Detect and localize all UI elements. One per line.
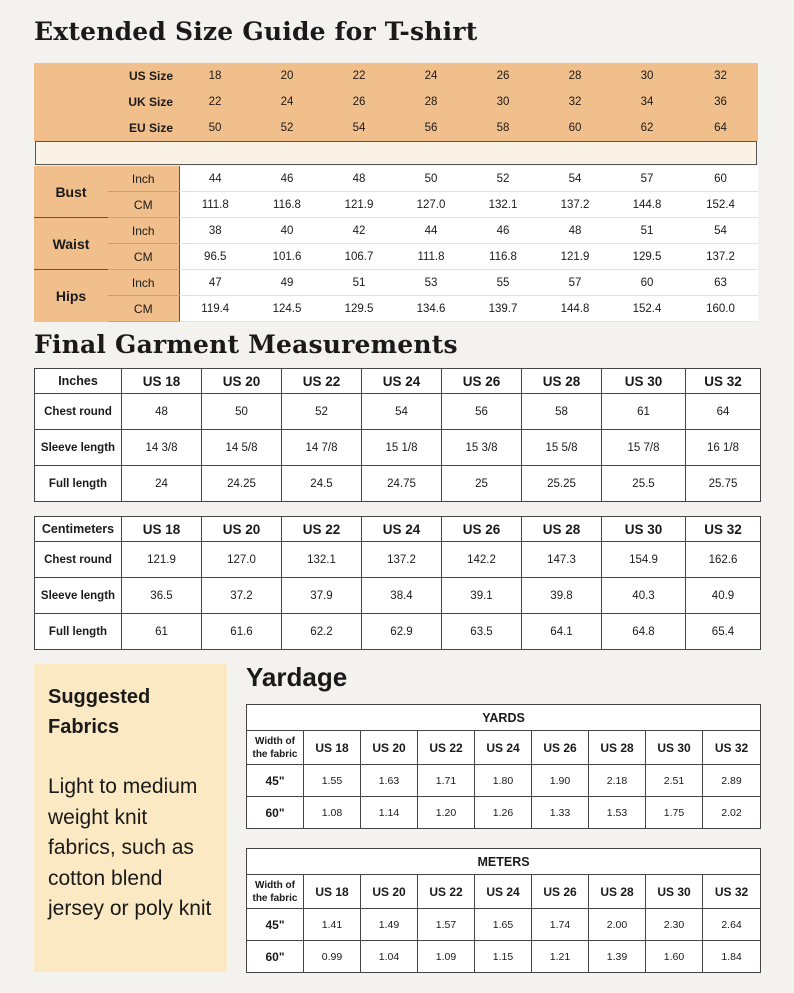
garment-size-header: US 18	[122, 517, 202, 542]
fabric-width: 60"	[247, 941, 304, 973]
yardage-value: 1.84	[703, 941, 761, 973]
yardage-value: 1.39	[589, 941, 646, 973]
garment-size-header: US 18	[122, 369, 202, 394]
measurement-value: 57	[611, 166, 683, 192]
garment-header-row	[35, 517, 761, 542]
size-value: 32	[714, 70, 727, 82]
garment-row-label: Chest round	[35, 542, 122, 578]
measurement-value: 101.6	[251, 244, 323, 270]
yardage-size-header: US 20	[361, 731, 418, 765]
yardage-caption-row	[247, 705, 761, 731]
measurement-name: Hips	[34, 270, 108, 322]
measurement-value: 129.5	[323, 296, 395, 322]
garment-size-header: US 24	[362, 369, 442, 394]
garment-size-header: US 20	[202, 517, 282, 542]
measurement-row	[34, 218, 758, 244]
garment-value: 62.9	[362, 614, 442, 650]
size-value: 54	[352, 122, 366, 134]
measurement-value: 137.2	[539, 192, 611, 218]
yardage-value: 1.04	[361, 941, 418, 973]
yardage-size-header: US 28	[589, 731, 646, 765]
measurement-value: 42	[323, 218, 395, 244]
size-value: 52	[280, 122, 294, 134]
garment-row-label: Sleeve length	[35, 578, 122, 614]
yardage-value: 1.71	[418, 765, 475, 797]
measurement-value: 116.8	[467, 244, 539, 270]
size-value: 56	[424, 122, 438, 134]
yardage-row	[247, 941, 761, 973]
garment-value: 24.5	[282, 466, 362, 502]
size-value: 26	[496, 70, 510, 82]
measurement-value: 53	[395, 270, 467, 296]
measurement-value: 127.0	[395, 192, 467, 218]
garment-value: 24	[122, 466, 202, 502]
garment-value: 127.0	[202, 542, 282, 578]
yardage-value: 1.53	[589, 797, 646, 829]
garment-value: 162.6	[686, 542, 761, 578]
garment-value: 64.8	[602, 614, 686, 650]
yardage-size-header: US 20	[361, 875, 418, 909]
measurement-value: 121.9	[323, 192, 395, 218]
fabric-width: 60"	[247, 797, 304, 829]
garment-value: 15 5/8	[522, 430, 602, 466]
measurement-value: 144.8	[539, 296, 611, 322]
measurement-value: 55	[467, 270, 539, 296]
yardage-value: 1.75	[646, 797, 703, 829]
measurement-value: 54	[683, 218, 758, 244]
garment-value: 61	[122, 614, 202, 650]
garment-header-row	[35, 369, 761, 394]
size-system-row	[34, 115, 758, 141]
yardage-header-row	[247, 731, 761, 765]
garment-value: 15 7/8	[602, 430, 686, 466]
page-title: Extended Size Guide for T-shirt	[34, 17, 478, 46]
garment-size-header: US 28	[522, 517, 602, 542]
garment-value: 61	[602, 394, 686, 430]
yardage-size-header: US 30	[646, 731, 703, 765]
garment-value: 52	[282, 394, 362, 430]
size-value: 24	[424, 70, 438, 82]
yardage-value: 1.63	[361, 765, 418, 797]
garment-value: 40.9	[686, 578, 761, 614]
garment-value: 25	[442, 466, 522, 502]
measurement-value: 46	[467, 218, 539, 244]
yardage-value: 1.26	[475, 797, 532, 829]
yardage-size-header: US 24	[475, 875, 532, 909]
garment-row	[35, 394, 761, 430]
measurement-value: 63	[683, 270, 758, 296]
garment-value: 62.2	[282, 614, 362, 650]
yardage-value: 2.00	[589, 909, 646, 941]
yardage-size-header: US 22	[418, 731, 475, 765]
garment-size-header: US 24	[362, 517, 442, 542]
measurement-value: 111.8	[395, 244, 467, 270]
garment-size-header: US 26	[442, 369, 522, 394]
measurement-value: 132.1	[467, 192, 539, 218]
garment-value: 15 3/8	[442, 430, 522, 466]
garment-row	[35, 578, 761, 614]
garment-inches-table	[34, 368, 761, 502]
measurement-value: 47	[179, 270, 251, 296]
size-value: 26	[352, 96, 366, 108]
measurement-value: 44	[395, 218, 467, 244]
size-system-row	[34, 63, 758, 89]
measurement-value: 152.4	[683, 192, 758, 218]
garment-row	[35, 430, 761, 466]
measurement-unit: Inch	[108, 270, 179, 296]
measurement-value: 52	[467, 166, 539, 192]
measurement-value: 144.8	[611, 192, 683, 218]
measurement-value: 48	[323, 166, 395, 192]
measurement-value: 38	[179, 218, 251, 244]
size-value: 64	[714, 122, 727, 134]
yardage-value: 1.09	[418, 941, 475, 973]
measurement-row	[34, 296, 758, 322]
yardage-row	[247, 797, 761, 829]
yardage-title: Yardage	[246, 662, 348, 692]
garment-size-header: US 20	[202, 369, 282, 394]
measurement-value: 124.5	[251, 296, 323, 322]
garment-value: 14 7/8	[282, 430, 362, 466]
measurement-name: Waist	[34, 218, 108, 270]
size-systems-table	[34, 63, 758, 141]
garment-size-header: US 22	[282, 369, 362, 394]
measurement-value: 96.5	[179, 244, 251, 270]
size-value: 34	[640, 96, 654, 108]
measurement-unit: CM	[108, 296, 179, 322]
garment-value: 121.9	[122, 542, 202, 578]
garment-section-title: Final Garment Measurements	[34, 330, 458, 359]
garment-size-header: US 30	[602, 369, 686, 394]
garment-value: 24.25	[202, 466, 282, 502]
yardage-size-header: US 18	[304, 731, 361, 765]
size-system-label: UK Size	[128, 95, 173, 109]
garment-size-header: US 22	[282, 517, 362, 542]
garment-value: 132.1	[282, 542, 362, 578]
size-value: 22	[352, 70, 366, 82]
size-value: 24	[280, 96, 294, 108]
size-value: 28	[424, 96, 438, 108]
measurement-unit: CM	[108, 192, 179, 218]
garment-value: 39.1	[442, 578, 522, 614]
yardage-row	[247, 765, 761, 797]
yardage-value: 1.20	[418, 797, 475, 829]
measurement-value: 40	[251, 218, 323, 244]
measurement-value: 119.4	[179, 296, 251, 322]
measurement-value: 152.4	[611, 296, 683, 322]
garment-value: 16 1/8	[686, 430, 761, 466]
garment-row-label: Chest round	[35, 394, 122, 430]
size-value: 60	[568, 122, 582, 134]
measurement-name: Bust	[34, 166, 108, 218]
yardage-value: 2.30	[646, 909, 703, 941]
yardage-value: 1.33	[532, 797, 589, 829]
garment-value: 36.5	[122, 578, 202, 614]
garment-row	[35, 466, 761, 502]
garment-value: 38.4	[362, 578, 442, 614]
garment-value: 56	[442, 394, 522, 430]
yardage-size-header: US 24	[475, 731, 532, 765]
garment-value: 14 3/8	[122, 430, 202, 466]
garment-row-label: Full length	[35, 614, 122, 650]
garment-value: 37.9	[282, 578, 362, 614]
yardage-value: 1.60	[646, 941, 703, 973]
yardage-value: 1.08	[304, 797, 361, 829]
garment-size-header: US 28	[522, 369, 602, 394]
size-value: 32	[568, 96, 582, 108]
yardage-value: 0.99	[304, 941, 361, 973]
garment-value: 154.9	[602, 542, 686, 578]
garment-row	[35, 542, 761, 578]
fabric-width: 45"	[247, 909, 304, 941]
garment-size-header: US 26	[442, 517, 522, 542]
fabrics-text: Light to medium weight knit fabrics, such as cotton blend jersey or poly knit	[48, 775, 212, 920]
yardage-meters-table	[246, 848, 761, 973]
yardage-caption: METERS	[247, 849, 761, 875]
measurement-unit: Inch	[108, 166, 179, 192]
measurement-value: 116.8	[251, 192, 323, 218]
fabric-width-label: Width of the fabric	[247, 731, 304, 765]
size-system-row	[34, 89, 758, 115]
measurement-row	[34, 192, 758, 218]
size-value: 20	[280, 70, 294, 82]
measurement-value: 60	[683, 166, 758, 192]
size-value: 28	[568, 70, 582, 82]
yardage-value: 2.02	[703, 797, 761, 829]
garment-value: 61.6	[202, 614, 282, 650]
garment-value: 25.25	[522, 466, 602, 502]
fabric-width: 45"	[247, 765, 304, 797]
measurement-value: 160.0	[683, 296, 758, 322]
measurement-value: 121.9	[539, 244, 611, 270]
yardage-value: 1.49	[361, 909, 418, 941]
garment-value: 25.5	[602, 466, 686, 502]
garment-value: 64.1	[522, 614, 602, 650]
garment-value: 54	[362, 394, 442, 430]
yardage-size-header: US 30	[646, 875, 703, 909]
yardage-size-header: US 22	[418, 875, 475, 909]
measurement-value: 134.6	[395, 296, 467, 322]
suggested-fabrics-panel	[34, 664, 227, 972]
garment-unit-label: Inches	[35, 369, 122, 394]
garment-value: 142.2	[442, 542, 522, 578]
measurement-value: 49	[251, 270, 323, 296]
measurement-value: 57	[539, 270, 611, 296]
size-value: 30	[640, 70, 654, 82]
yardage-yards-table	[246, 704, 761, 829]
measurement-value: 137.2	[683, 244, 758, 270]
garment-size-header: US 32	[686, 369, 761, 394]
measurement-value: 46	[251, 166, 323, 192]
measurement-row	[34, 166, 758, 192]
yardage-value: 1.57	[418, 909, 475, 941]
measurement-value: 60	[611, 270, 683, 296]
yardage-value: 1.90	[532, 765, 589, 797]
yardage-value: 1.14	[361, 797, 418, 829]
garment-value: 48	[122, 394, 202, 430]
yardage-value: 1.15	[475, 941, 532, 973]
size-value: 50	[208, 122, 222, 134]
body-measurements-table	[34, 166, 758, 322]
measurement-value: 44	[179, 166, 251, 192]
yardage-value: 2.89	[703, 765, 761, 797]
measurement-value: 48	[539, 218, 611, 244]
garment-value: 15 1/8	[362, 430, 442, 466]
garment-value: 24.75	[362, 466, 442, 502]
yardage-caption: YARDS	[247, 705, 761, 731]
yardage-size-header: US 26	[532, 875, 589, 909]
garment-row-label: Full length	[35, 466, 122, 502]
size-value: 22	[208, 96, 222, 108]
garment-value: 137.2	[362, 542, 442, 578]
yardage-value: 1.80	[475, 765, 532, 797]
garment-row	[35, 614, 761, 650]
yardage-size-header: US 26	[532, 731, 589, 765]
garment-value: 39.8	[522, 578, 602, 614]
measurement-value: 51	[323, 270, 395, 296]
measurement-value: 51	[611, 218, 683, 244]
yardage-value: 1.65	[475, 909, 532, 941]
garment-value: 14 5/8	[202, 430, 282, 466]
yardage-row	[247, 909, 761, 941]
measurement-unit: Inch	[108, 218, 179, 244]
garment-size-header: US 32	[686, 517, 761, 542]
garment-value: 64	[686, 394, 761, 430]
yardage-header-row	[247, 875, 761, 909]
measurement-value: 50	[395, 166, 467, 192]
size-system-label: EU Size	[128, 121, 173, 135]
yardage-value: 1.21	[532, 941, 589, 973]
garment-value: 37.2	[202, 578, 282, 614]
yardage-value: 1.55	[304, 765, 361, 797]
yardage-value: 1.41	[304, 909, 361, 941]
yardage-size-header: US 32	[703, 875, 761, 909]
yardage-value: 2.64	[703, 909, 761, 941]
measurement-row	[34, 270, 758, 296]
fabrics-title: Suggested Fabrics	[48, 686, 151, 738]
garment-unit-label: Centimeters	[35, 517, 122, 542]
garment-size-header: US 30	[602, 517, 686, 542]
garment-centimeters-table	[34, 516, 761, 650]
yardage-value: 1.74	[532, 909, 589, 941]
measurement-row	[34, 244, 758, 270]
size-value: 36	[714, 96, 727, 108]
garment-value: 25.75	[686, 466, 761, 502]
fabric-width-label: Width of the fabric	[247, 875, 304, 909]
size-value: 62	[640, 122, 654, 134]
yardage-value: 2.18	[589, 765, 646, 797]
garment-value: 63.5	[442, 614, 522, 650]
yardage-value: 2.51	[646, 765, 703, 797]
yardage-size-header: US 32	[703, 731, 761, 765]
measurement-value: 129.5	[611, 244, 683, 270]
measurement-value: 54	[539, 166, 611, 192]
measurement-unit: CM	[108, 244, 179, 270]
size-system-label: US Size	[128, 69, 173, 83]
garment-value: 40.3	[602, 578, 686, 614]
garment-value: 50	[202, 394, 282, 430]
size-value: 30	[496, 96, 510, 108]
measurement-value: 139.7	[467, 296, 539, 322]
size-value: 58	[496, 122, 510, 134]
garment-value: 147.3	[522, 542, 602, 578]
yardage-size-header: US 18	[304, 875, 361, 909]
measurement-value: 111.8	[179, 192, 251, 218]
measurement-value: 106.7	[323, 244, 395, 270]
garment-row-label: Sleeve length	[35, 430, 122, 466]
garment-value: 58	[522, 394, 602, 430]
size-guide-divider	[35, 141, 757, 165]
yardage-caption-row	[247, 849, 761, 875]
garment-value: 65.4	[686, 614, 761, 650]
size-value: 18	[208, 70, 222, 82]
yardage-size-header: US 28	[589, 875, 646, 909]
